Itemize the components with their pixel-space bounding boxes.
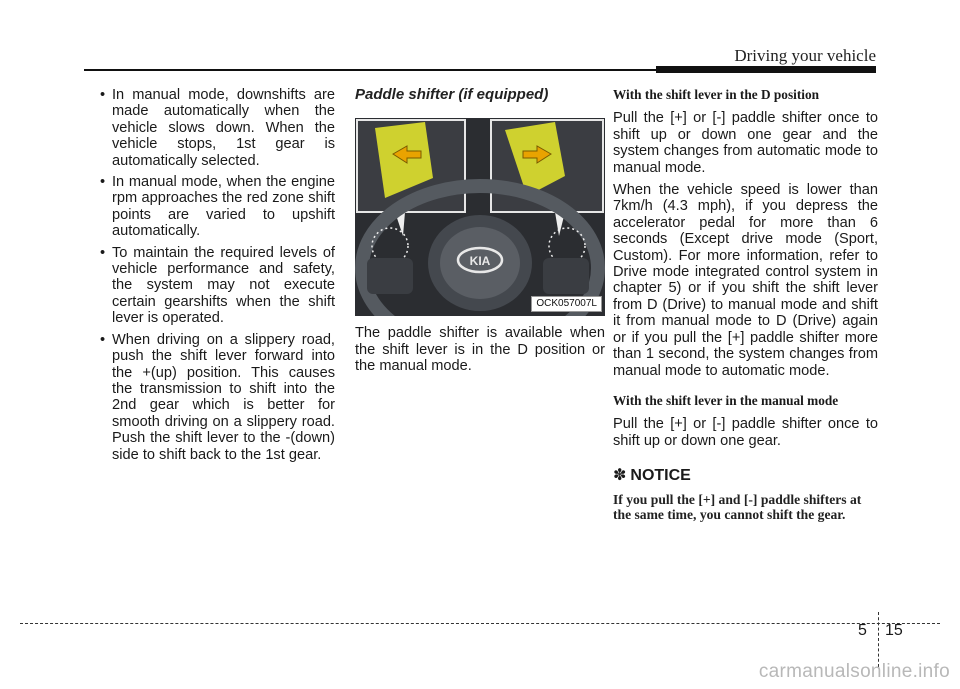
subheading-d-position: With the shift lever in the D position bbox=[613, 87, 819, 102]
steering-wheel-figure bbox=[355, 118, 605, 316]
notice-icon: ✽ bbox=[613, 467, 627, 485]
page-number: 15 bbox=[885, 622, 903, 639]
list-item: • In manual mode, when the engine rpm approaches the red zone shift points are varied to upshift automatically. bbox=[100, 174, 335, 240]
paragraph: Pull the [+] or [-] paddle shifter once to shift up or down one gear and the system changes from automatic mode to manual mode. bbox=[613, 110, 878, 176]
list-item: • To maintain the required levels of vehicle performance and safety, the system may not execute certain gearshifts when the shift lever is operated. bbox=[100, 245, 335, 327]
paragraph: The paddle shifter is available when the shift lever is in the D position or the manual mode. bbox=[355, 325, 605, 375]
header-title: Driving your vehicle bbox=[734, 46, 876, 65]
notice-heading bbox=[613, 468, 878, 484]
header-rule-accent bbox=[656, 66, 876, 73]
steering-wheel-illustration bbox=[355, 118, 605, 316]
column-2 bbox=[355, 87, 605, 381]
watermark: carmanualsonline.info bbox=[758, 661, 950, 682]
chapter-number: 5 bbox=[858, 622, 867, 639]
column-1 bbox=[100, 87, 335, 468]
paragraph: Pull the [+] or [-] paddle shifter once to shift up or down one gear. bbox=[613, 416, 878, 449]
footer-divider bbox=[878, 612, 879, 667]
notice-body: If you pull the [+] and [-] paddle shifters at the same time, you cannot shift the gear. bbox=[613, 491, 862, 523]
notice-title: NOTICE bbox=[630, 467, 691, 485]
brand-logo-text: KIA bbox=[469, 254, 491, 269]
list-item: • When driving on a slippery road, push the shift lever forward into the +(up) position. This causes the transmission to shift into the 2nd gear which is better for smooth driving on a slippery road. Push the shift lever to the -(down) side to shift back to the 1st gear. bbox=[100, 332, 335, 463]
subheading-manual-mode: With the shift lever in the manual mode bbox=[613, 392, 839, 408]
paragraph: When the vehicle speed is lower than 7km/h (4.3 mph), if you depress the accelerator pedal for more than 6 seconds (Except drive mode (Sport, Custom). For more information, refer to Drive mode integrated control system in chapter 5) or if you shift the shift lever from D (Drive) to manual mode and shift it from manual mode to D (Drive) again or if you pull the [+] paddle shifter more than 1 second, the system changes from manual mode to automatic mode. bbox=[613, 182, 878, 379]
footer-rule bbox=[20, 623, 940, 624]
section-title: Paddle shifter (if equipped) bbox=[355, 86, 549, 103]
bullet-list bbox=[100, 87, 335, 463]
column-3 bbox=[613, 87, 878, 523]
figure-caption: OCK057007L bbox=[531, 296, 602, 312]
list-item: • In manual mode, downshifts are made automatically when the vehicle slows down. When the vehicle stops, 1st gear is automatically selected. bbox=[100, 87, 335, 169]
